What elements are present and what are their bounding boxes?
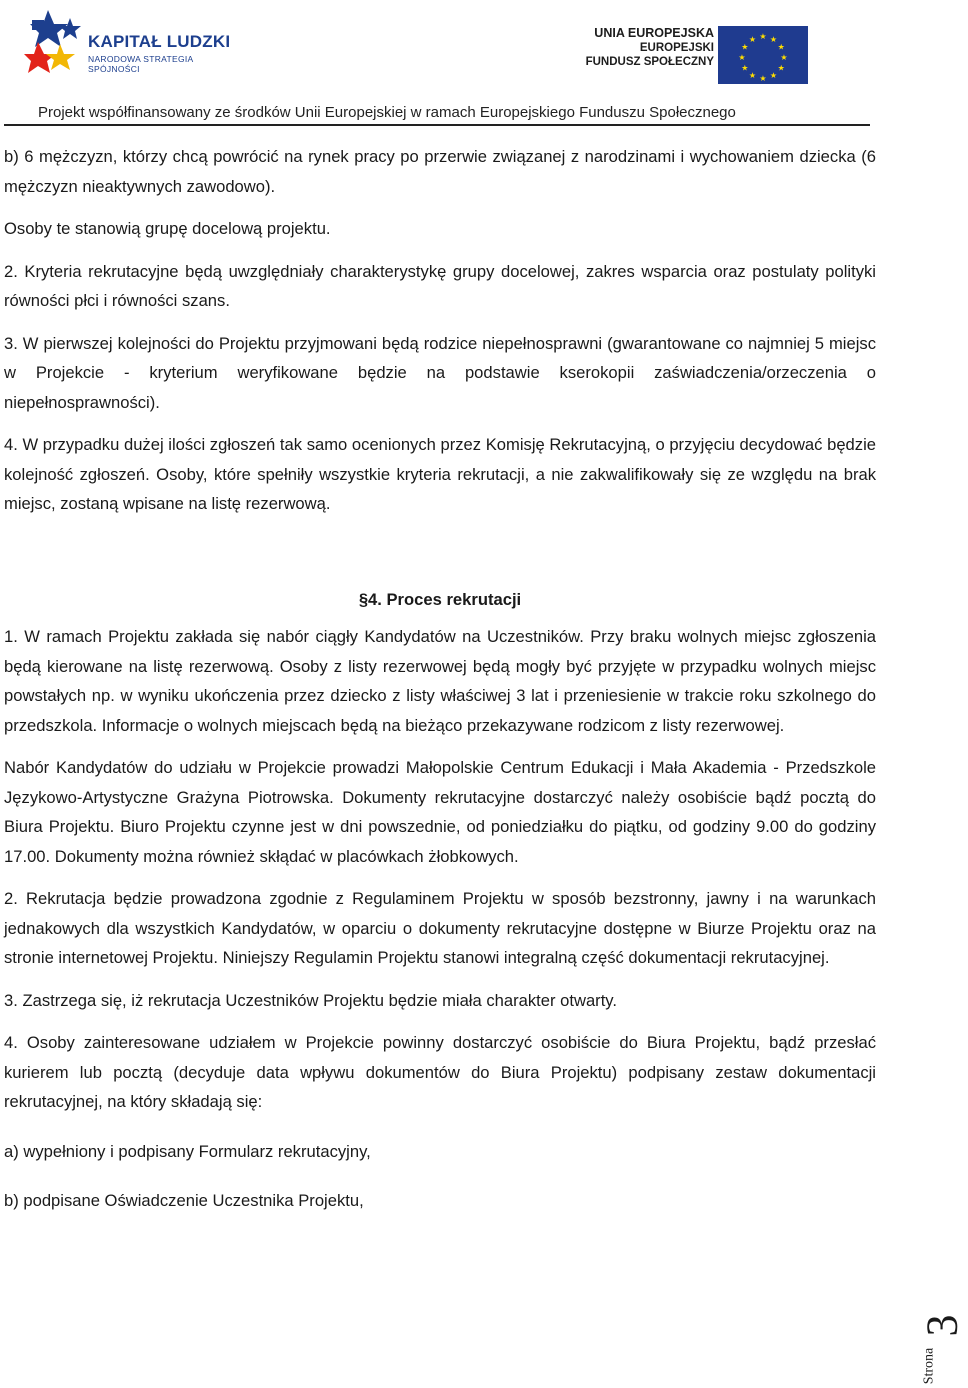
list-item-declaration: b) podpisane Oświadczenie Uczestnika Projektu, (4, 1191, 364, 1210)
svg-text:★: ★ (741, 42, 749, 52)
eu-logo-line1: UNIA EUROPEJSKA (594, 26, 714, 40)
svg-text:★: ★ (748, 71, 757, 81)
svg-text:★: ★ (759, 32, 767, 41)
paragraph-open-character: 3. Zastrzega się, iż rekrutacja Uczestników Projektu będzie miała charakter otwarty. (4, 990, 617, 1010)
paragraph-criteria: 2. Kryteria rekrutacyjne będą uwzględniały charakterystykę grupy docelowej, zakres wsparcia oraz postulaty polityki równości płci i równości szans. (4, 261, 876, 310)
paragraph-submission: 4. Osoby zainteresowane udziałem w Projekcie powinny dostarczyć osobiście do Biura Projektu, bądź przesłać kurierem lub pocztą (decyduje data wpływu dokumentów do Biura Projektu) podpisany zestaw dokumentacji rekrutacyjnej, na który składają się: (4, 1033, 876, 1111)
svg-text:★: ★ (780, 53, 788, 62)
page-number-footer (917, 1300, 967, 1388)
document-body (4, 142, 876, 1216)
paragraph-b-men: b) 6 mężczyzn, którzy chcą powrócić na rynek pracy po przerwie związanej z narodzinami i wychowaniem dziecka (6 mężczyzn nieaktywnych zawodowo). (4, 147, 876, 196)
list-item-form: a) wypełniony i podpisany Formularz rekrutacyjny, (4, 1141, 371, 1161)
svg-text:★: ★ (741, 63, 749, 73)
svg-text:★: ★ (759, 74, 767, 83)
svg-text:★: ★ (777, 42, 785, 52)
project-tagline: Projekt współfinansowany ze środków Unii Europejskiej w ramach Europejskiego Funduszu Społecznego (38, 104, 736, 121)
eu-flag-icon (718, 26, 808, 84)
kapital-ludzki-stars-icon (30, 8, 86, 76)
page-number: 3 (917, 1314, 967, 1337)
paragraph-organizers: Nabór Kandydatów do udziału w Projekcie prowadzi Małopolskie Centrum Edukacji i Mała Akademia - Przedszkole Językowo-Artystyczne Grażyna Piotrowska. Dokumenty rekrutacyjne dostarczyć należy osobiście bądź pocztą do Biura Projektu. Biuro Projektu czynne jest w dni powszednie, od poniedziałku do piątku, od godziny 9.00 do godziny 17.00. Dokumenty można również skłądać w placówkach żłobkowych. (4, 758, 876, 866)
svg-text:★: ★ (769, 71, 778, 81)
header-divider (4, 124, 870, 126)
svg-text:★: ★ (777, 63, 785, 73)
svg-text:★: ★ (748, 34, 757, 44)
page-word: Strona (921, 1347, 937, 1385)
page-header (0, 0, 960, 128)
paragraph-continuous-recruitment: 1. W ramach Projektu zakłada się nabór ciągły Kandydatów na Uczestników. Przy braku wolnych miejsc zgłoszenia będą kierowane na listę rezerwową. Osoby z listy rezerwowej będą mogły być przyjęte w przypadku wolnych miejsc powstałych np. w wyniku ukończenia przez dziecko z listy właściwej 3 lat i przeniesienie w trakcie roku szkolnego do przedszkola. Informacje o wolnych miejscach będą na bieżąco przekazywane rodzicom z listy rezerwowej. (4, 627, 876, 735)
eu-logo (585, 26, 820, 86)
svg-text:★: ★ (769, 34, 778, 44)
logo-subtitle: NARODOWA STRATEGIA SPÓJNOŚCI (88, 54, 194, 74)
eu-logo-line3: FUNDUSZ SPOŁECZNY (585, 56, 714, 68)
svg-text:★: ★ (738, 53, 746, 62)
paragraph-regulations: 2. Rekrutacja będzie prowadzona zgodnie z Regulaminem Projektu w sposób bezstronny, jawny i na warunkach jednakowych dla wszystkich Kandydatów, w oparciu o dokumenty rekrutacyjne dostępne w Biurze Projektu oraz na stronie internetowej Projektu. Niniejszy Regulamin Projektu stanowi integralną część dokumentacji rekrutacyjnej. (4, 889, 876, 967)
paragraph-priority: 3. W pierwszej kolejności do Projektu przyjmowani będą rodzice niepełnosprawni (gwarantowane co najmniej 5 miejsc w Projekcie - kryterium weryfikowane będzie na podstawie kserokopii zaświadczenia/orzeczenia o niepełnosprawności). (4, 333, 876, 412)
paragraph-order: 4. W przypadku dużej ilości zgłoszeń tak samo ocenionych przez Komisję Rekrutacyjną, o przyjęciu decydować będzie kolejność zgłoszeń. Osoby, które spełniły wszystkie kryteria rekrutacji, a nie zakwalifikowały się ze względu na brak miejsc, zostaną wpisane na listę rezerwową. (4, 435, 876, 513)
eu-logo-line2: EUROPEJSKI (639, 42, 714, 54)
eu-logo-text (586, 26, 714, 68)
paragraph-target-group: Osoby te stanowią grupę docelową projektu. (4, 219, 331, 238)
section-heading: §4. Proces rekrutacji (358, 589, 522, 609)
kapital-ludzki-logo (30, 8, 240, 78)
logo-title: KAPITAŁ LUDZKI (88, 32, 231, 51)
